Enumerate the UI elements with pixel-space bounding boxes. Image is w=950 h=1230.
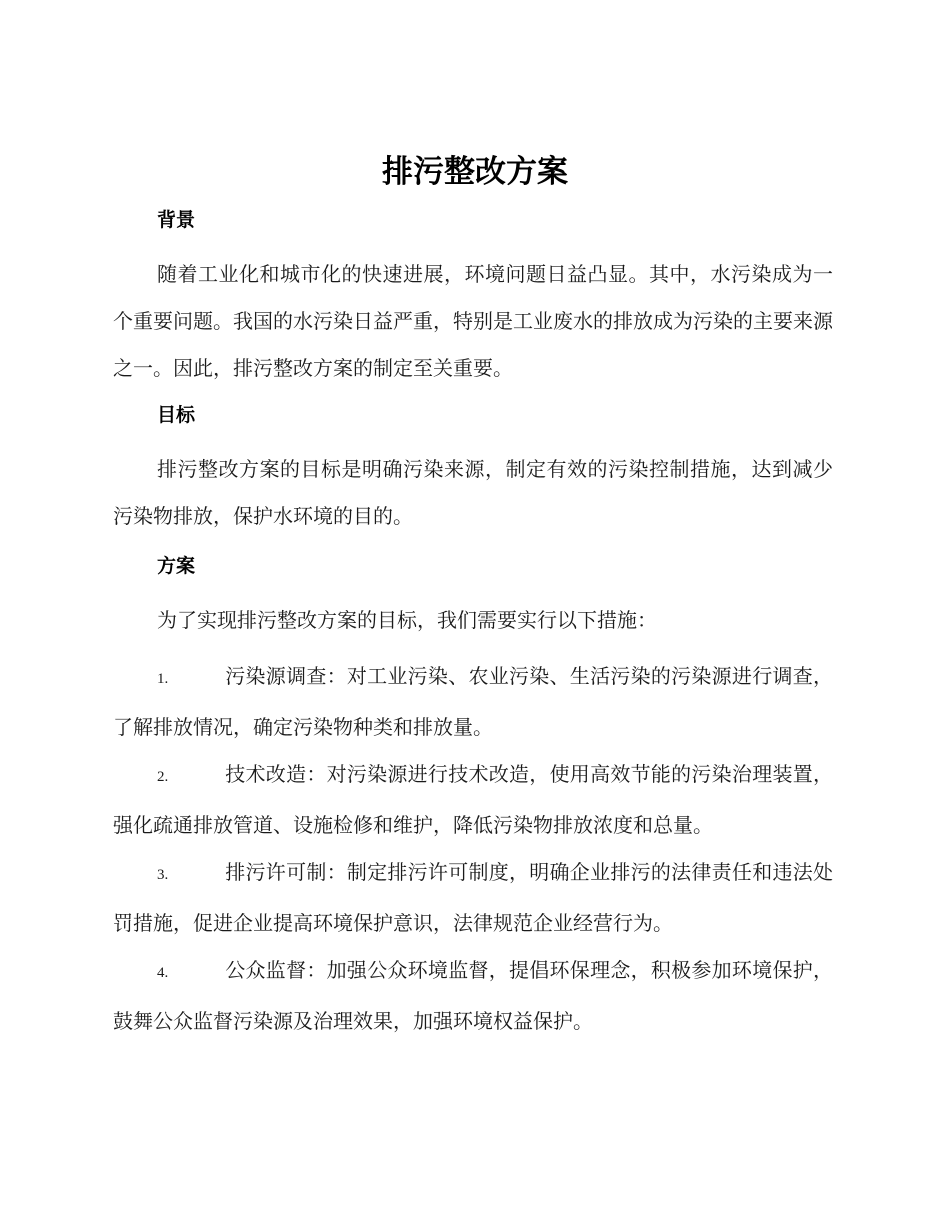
list-item-number: 4. bbox=[157, 965, 169, 981]
list-item bbox=[113, 750, 833, 849]
section-heading-plan: 方案 bbox=[157, 555, 196, 577]
list-item-number: 3. bbox=[157, 867, 169, 883]
list-item-text: 排污许可制：制定排污许可制度，明确企业排污的法律责任和违法处罚措施，促进企业提高环境保护意识，法律规范企业经营行为。 bbox=[113, 860, 833, 935]
section-heading-goal: 目标 bbox=[157, 404, 196, 426]
list-item-text: 技术改造：对污染源进行技术改造，使用高效节能的污染治理装置，强化疏通排放管道、设施检修和维护，降低污染物排放浓度和总量。 bbox=[113, 762, 833, 837]
list-item bbox=[113, 848, 833, 947]
section-heading-background: 背景 bbox=[157, 209, 196, 231]
list-item-number: 2. bbox=[157, 769, 169, 785]
plan-intro: 为了实现排污整改方案的目标，我们需要实行以下措施： bbox=[157, 608, 657, 632]
background-paragraph: 随着工业化和城市化的快速进展，环境问题日益凸显。其中，水污染成为一个重要问题。我国的水污染日益严重，特别是工业废水的排放成为污染的主要来源之一。因此，排污整改方案的制定至关重要。 bbox=[113, 262, 833, 380]
list-item-number: 1. bbox=[157, 671, 169, 687]
list-item bbox=[113, 652, 833, 751]
list-item bbox=[113, 946, 833, 1045]
goal-paragraph: 排污整改方案的目标是明确污染来源，制定有效的污染控制措施，达到减少污染物排放，保护水环境的目的。 bbox=[113, 457, 833, 528]
document-title: 排污整改方案 bbox=[382, 154, 568, 190]
list-item-text: 污染源调查：对工业污染、农业污染、生活污染的污染源进行调查，了解排放情况，确定污染物种类和排放量。 bbox=[113, 664, 833, 739]
list-item-text: 公众监督：加强公众环境监督，提倡环保理念，积极参加环境保护，鼓舞公众监督污染源及治理效果，加强环境权益保护。 bbox=[113, 958, 833, 1033]
